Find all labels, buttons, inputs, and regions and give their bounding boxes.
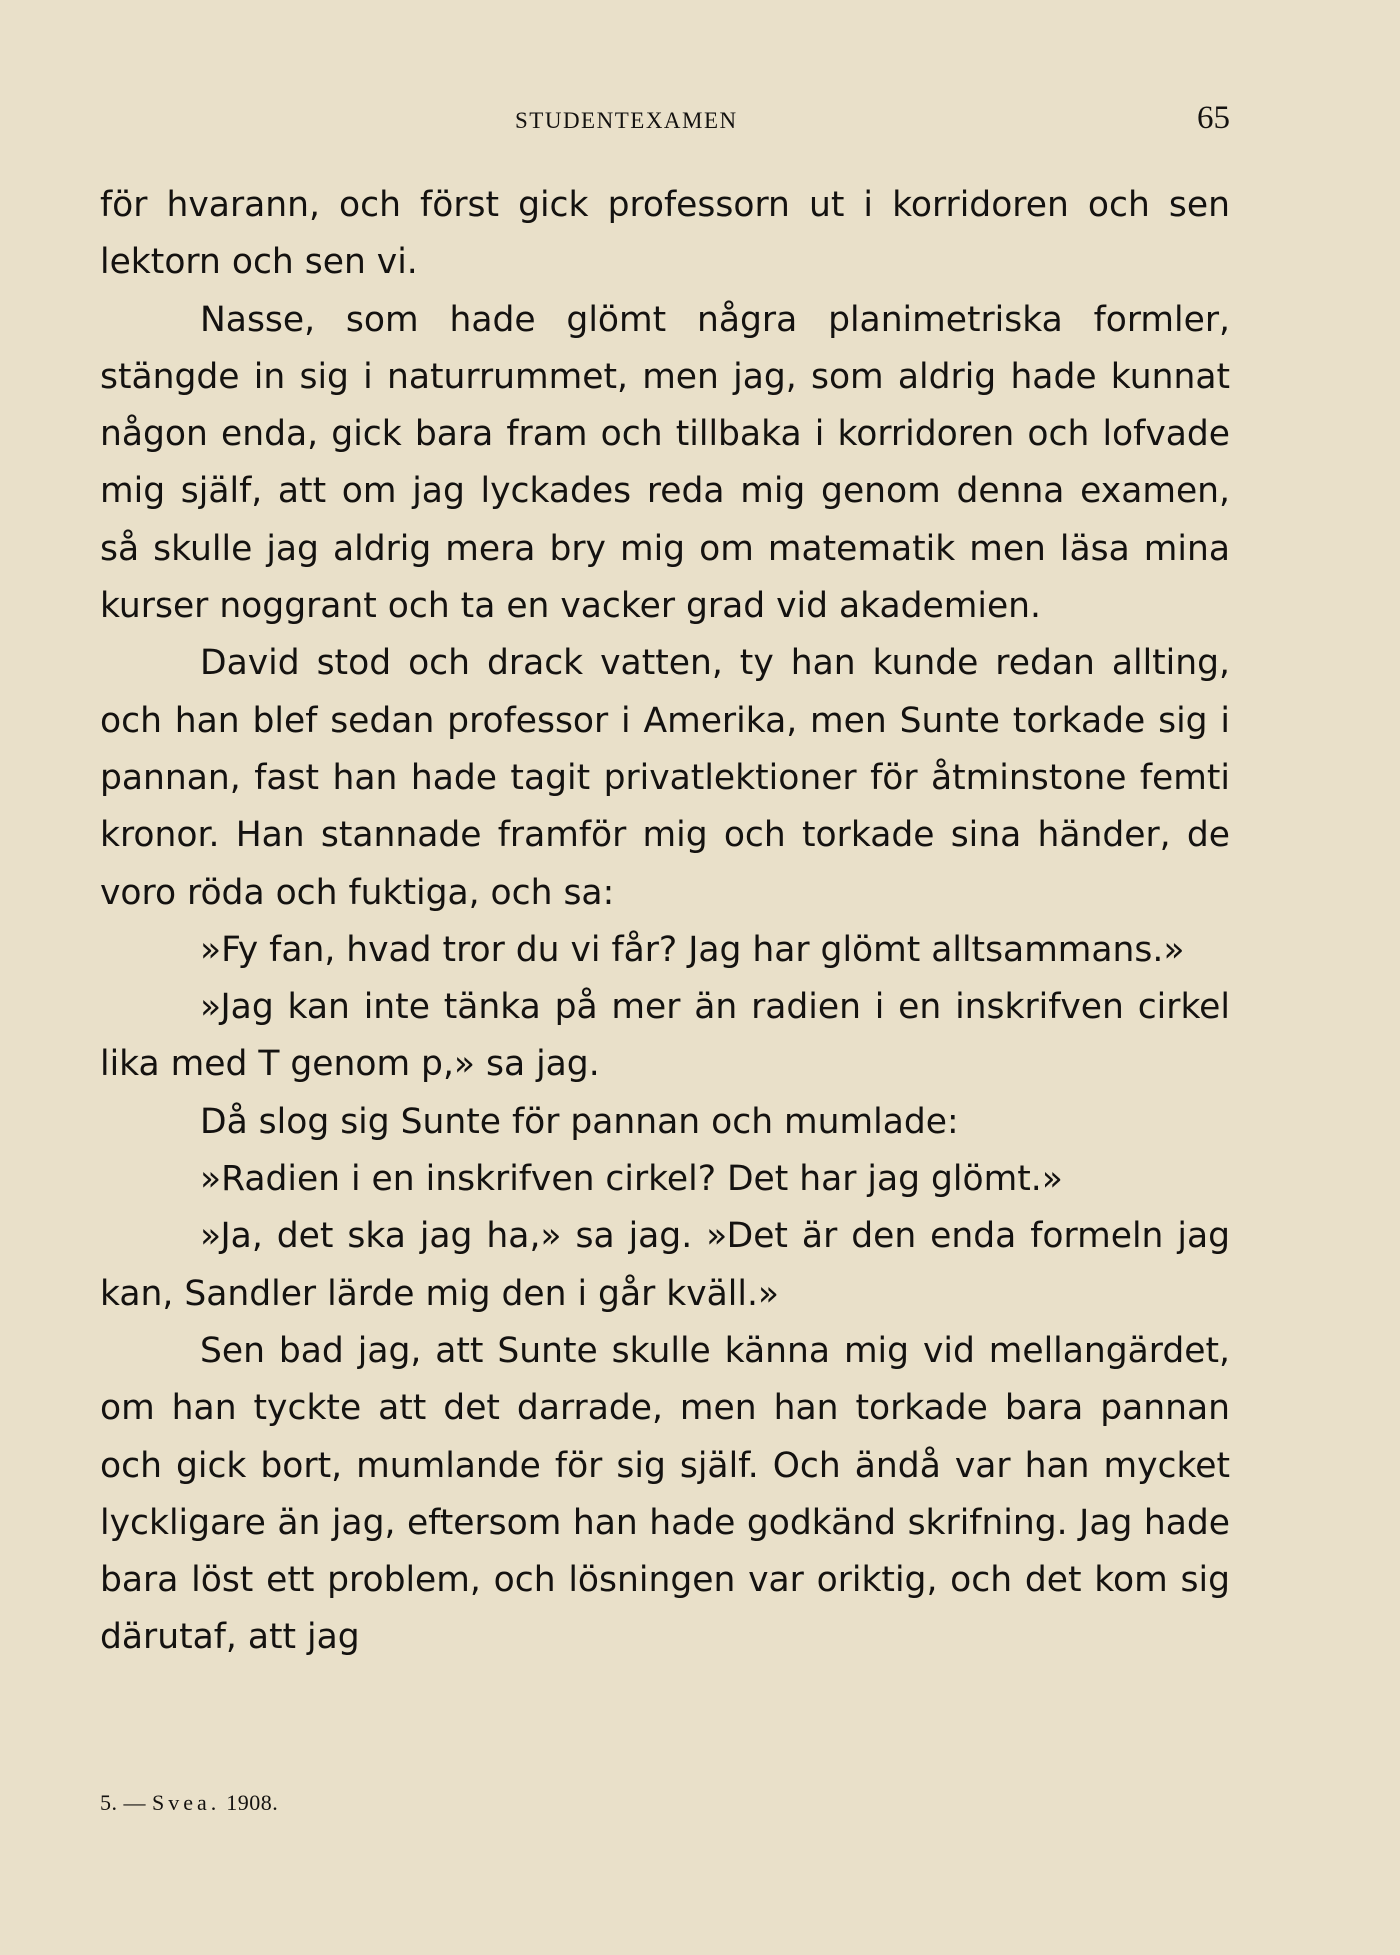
paragraph: Nasse, som hade glömt några planimetriska formler, stängde in sig i naturrummet, men jag, som aldrig hade kunnat någon enda, gick bara fram och tillbaka i korridoren och lofvade mig själf, att om jag lyckades reda mig genom denna examen, så skulle jag aldrig mera bry mig om matematik men läsa mina kurser noggrant och ta en vacker grad vid akademien. — [100, 299, 1230, 627]
running-head — [100, 100, 1230, 140]
paragraph: Sen bad jag, att Sunte skulle känna mig vid mellangärdet, om han tyckte att det darrade, men han torkade bara pannan och gick bort, mumlande för sig själf. Och ändå var han mycket lyckligare än jag, eftersom han hade godkänd skrifning. Jag hade bara löst ett problem, och lösningen var oriktig, och det kom sig därutaf, att jag — [100, 1330, 1230, 1658]
page-number: 65 — [1197, 100, 1230, 136]
paragraph: David stod och drack vatten, ty han kunde redan allting, och han blef sedan professor i Amerika, men Sunte torkade sig i pannan, fast han hade tagit privatlektioner för åtminstone femti kronor. Han stannade framför mig och torkade sina händer, de voro röda och fuktiga, och sa: — [100, 643, 1230, 913]
running-title: STUDENTEXAMEN — [515, 108, 738, 133]
paragraph: Då slog sig Sunte för pannan och mumlade: — [200, 1101, 959, 1142]
paragraph: »Jag kan inte tänka på mer än radien i en inskrifven cirkel lika med T genom p,» sa jag. — [100, 987, 1230, 1085]
paragraph: för hvarann, och först gick professorn ut i korridoren och sen lektorn och sen vi. — [100, 185, 1230, 283]
paragraph: »Fy fan, hvad tror du vi får? Jag har glömt alltsammans.» — [200, 929, 1185, 970]
paragraph: »Ja, det ska jag ha,» sa jag. »Det är den enda formeln jag kan, Sandler lärde mig den i går kväll.» — [100, 1216, 1230, 1314]
signature-name: Svea. — [152, 1790, 221, 1815]
paragraph: »Radien i en inskrifven cirkel? Det har jag glömt.» — [200, 1159, 1063, 1200]
body-text — [100, 177, 1230, 1667]
printer-signature — [100, 1790, 278, 1816]
signature-number: 5. — — [100, 1790, 146, 1815]
signature-year: 1908. — [226, 1790, 279, 1815]
